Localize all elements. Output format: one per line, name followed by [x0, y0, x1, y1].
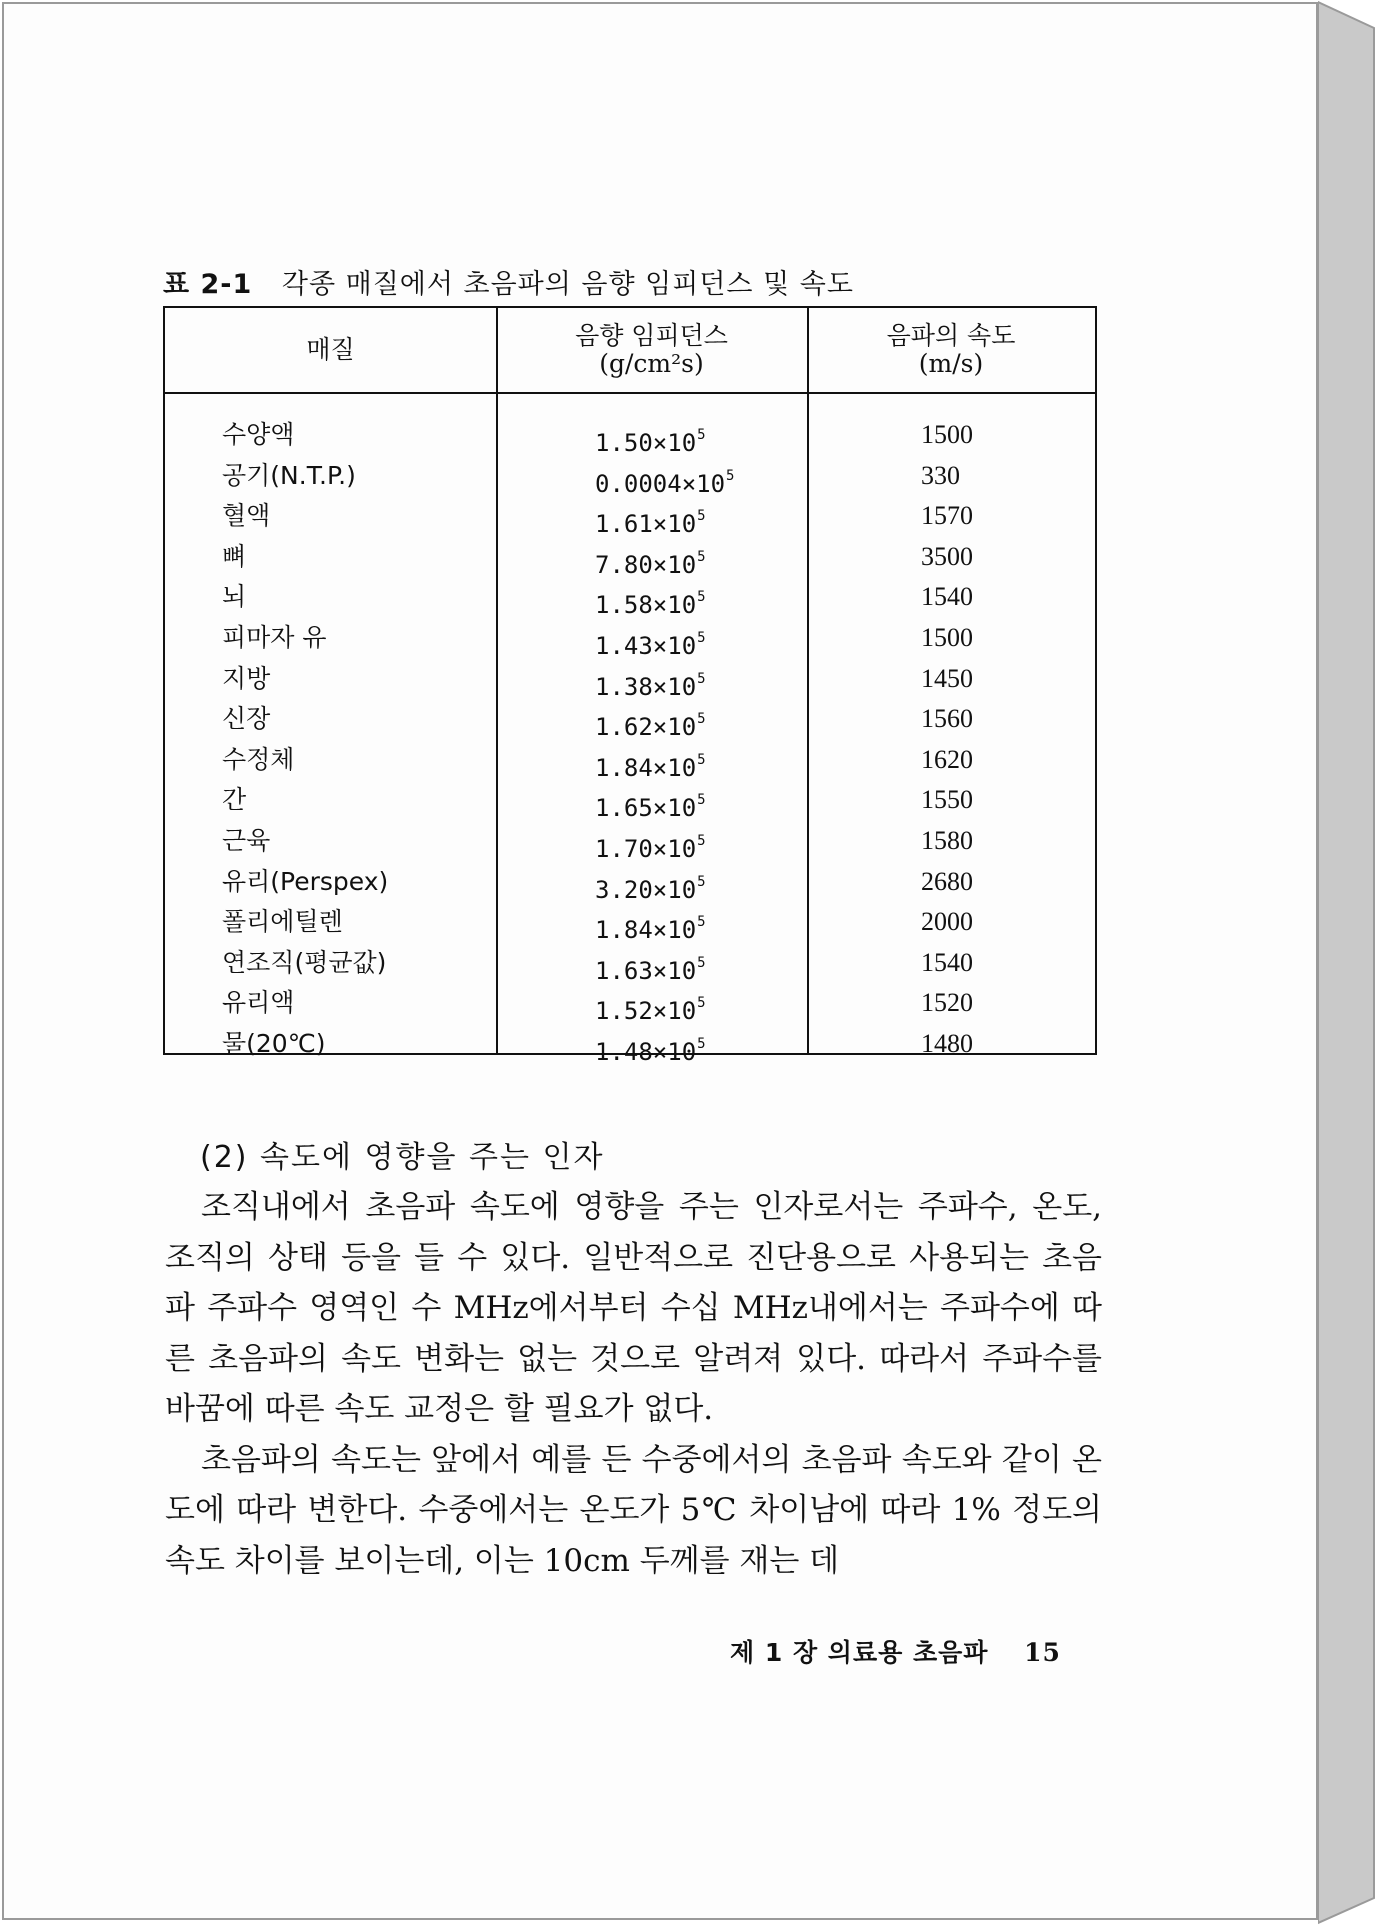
- cell-medium: 공기(N.T.P.): [222, 460, 356, 490]
- table-row: [165, 699, 1095, 742]
- exponent: 5: [697, 548, 706, 565]
- cell-impedance: $1.48\times 10^5$: [595, 1036, 706, 1066]
- cell-medium: 신장: [222, 704, 271, 734]
- exponent: 5: [726, 467, 735, 484]
- cell-impedance: $7.80\times 10^5$: [595, 548, 706, 579]
- table-row: [165, 456, 1095, 496]
- table-row: [165, 496, 1095, 539]
- header-medium: 매질: [306, 335, 355, 364]
- cell-speed: 1540: [921, 947, 973, 977]
- page-number: 15: [1024, 1638, 1061, 1667]
- cell-impedance: $1.84\times 10^5$: [595, 914, 706, 945]
- exponent: 5: [697, 670, 706, 687]
- table-row: [165, 618, 1095, 658]
- body-text: [165, 1182, 1102, 1586]
- table-title: 각종 매질에서 초음파의 음향 임피던스 및 속도: [281, 269, 854, 300]
- cell-speed: 1480: [921, 1029, 973, 1058]
- cell-speed: 1580: [921, 826, 973, 855]
- cell-impedance: $1.38\times 10^5$: [595, 670, 706, 701]
- exponent: 5: [697, 954, 706, 971]
- cell-impedance: $1.52\times 10^5$: [595, 995, 706, 1026]
- cell-speed: 1450: [921, 663, 973, 693]
- cell-speed: 1540: [921, 582, 973, 612]
- exponent: 5: [697, 833, 706, 849]
- page-footer: [730, 1633, 1061, 1669]
- cell-impedance: $1.63\times 10^5$: [595, 954, 706, 985]
- table-row: [165, 862, 1095, 902]
- cell-medium: 피마자 유: [222, 623, 327, 652]
- exponent: 5: [697, 508, 706, 525]
- cell-medium: 뇌: [222, 582, 247, 612]
- cell-medium: 수양액: [222, 420, 295, 449]
- cell-impedance: $1.84\times 10^5$: [595, 751, 706, 782]
- table-row: [165, 659, 1095, 699]
- data-table: [163, 306, 1097, 1066]
- cell-speed: 1500: [921, 623, 973, 652]
- cell-medium: 연조직(평균값): [222, 947, 387, 977]
- cell-speed: 1500: [921, 420, 973, 449]
- table-row: [165, 780, 1095, 823]
- cell-impedance: $1.50\times 10^5$: [595, 427, 706, 457]
- exponent: 5: [697, 751, 706, 768]
- exponent: 5: [697, 914, 706, 931]
- exponent: 5: [697, 589, 706, 606]
- cell-speed: 3500: [921, 541, 973, 571]
- cell-medium: 근육: [222, 826, 271, 855]
- cell-speed: 1550: [921, 785, 973, 815]
- table-row: [165, 577, 1095, 620]
- exponent: 5: [697, 427, 706, 443]
- header-divider: [165, 392, 1095, 394]
- chapter-title: 제 1 장 의료용 초음파: [730, 1638, 989, 1667]
- table-row: [165, 821, 1095, 861]
- table-number: 표 2-1: [163, 269, 253, 300]
- exponent: 5: [697, 1036, 706, 1052]
- table-row: [165, 902, 1095, 945]
- table-row: [165, 983, 1095, 1026]
- cell-impedance: $1.58\times 10^5$: [595, 589, 706, 620]
- table-row: [165, 943, 1095, 983]
- exponent: 5: [697, 711, 706, 728]
- header-speed: 음파의 속도 (m/s): [886, 321, 1016, 378]
- cell-speed: 1560: [921, 704, 973, 734]
- exponent: 5: [697, 873, 706, 890]
- cell-impedance: $1.70\times 10^5$: [595, 833, 706, 863]
- table-row: [165, 1024, 1095, 1064]
- exponent: 5: [697, 792, 706, 809]
- cell-speed: 2000: [921, 907, 973, 937]
- cell-impedance: $1.62\times 10^5$: [595, 711, 706, 742]
- cell-medium: 지방: [222, 663, 271, 693]
- cell-impedance: $1.43\times 10^5$: [595, 630, 706, 660]
- header-impedance: 음향 임피던스 (g/cm²s): [575, 321, 728, 378]
- cell-impedance: $1.65\times 10^5$: [595, 792, 706, 823]
- cell-medium: 폴리에틸렌: [222, 907, 343, 937]
- exponent: 5: [697, 630, 706, 646]
- cell-impedance: $3.20\times 10^5$: [595, 873, 706, 904]
- cell-speed: 2680: [921, 866, 973, 896]
- cell-medium: 수정체: [222, 744, 295, 774]
- table-row: [165, 415, 1095, 455]
- paragraph: 초음파의 속도는 앞에서 예를 든 수중에서의 초음파 속도와 같이 온도에 따라 변한다. 수중에서는 온도가 5℃ 차이남에 따라 1% 정도의 속도 차이를 보이는데, 이는 10cm 두께를 재는 데: [165, 1441, 1102, 1579]
- cell-medium: 간: [222, 785, 247, 815]
- cell-speed: 1520: [921, 988, 973, 1018]
- cell-speed: 330: [921, 460, 960, 490]
- table-row: [165, 740, 1095, 780]
- page-stack-edge: [1318, 0, 1376, 1925]
- cell-impedance: $0.0004\times 10^5$: [595, 467, 735, 498]
- cell-medium: 유리(Perspex): [222, 866, 389, 896]
- exponent: 5: [697, 995, 706, 1012]
- cell-speed: 1570: [921, 501, 973, 531]
- cell-medium: 물(20℃): [222, 1029, 326, 1058]
- cell-speed: 1620: [921, 744, 973, 774]
- cell-medium: 혈액: [222, 501, 271, 531]
- paragraph: 조직내에서 초음파 속도에 영향을 주는 인자로서는 주파수, 온도, 조직의 상태 등을 들 수 있다. 일반적으로 진단용으로 사용되는 초음파 주파수 영역인 수 MHz에서부터 수십 MHz내에서는 주파수에 따른 초음파의 속도 변화는 없는 것으로 알려져 있다. 따라서 주파수를 바꿈에 따른 속도 교정은 할 필요가 없다.: [165, 1189, 1102, 1427]
- cell-medium: 유리액: [222, 988, 295, 1018]
- section-heading: (2) 속도에 영향을 주는 인자: [200, 1140, 605, 1175]
- cell-medium: 뼈: [222, 541, 247, 571]
- cell-impedance: $1.61\times 10^5$: [595, 508, 706, 539]
- table-row: [165, 537, 1095, 577]
- table-caption: [163, 262, 854, 301]
